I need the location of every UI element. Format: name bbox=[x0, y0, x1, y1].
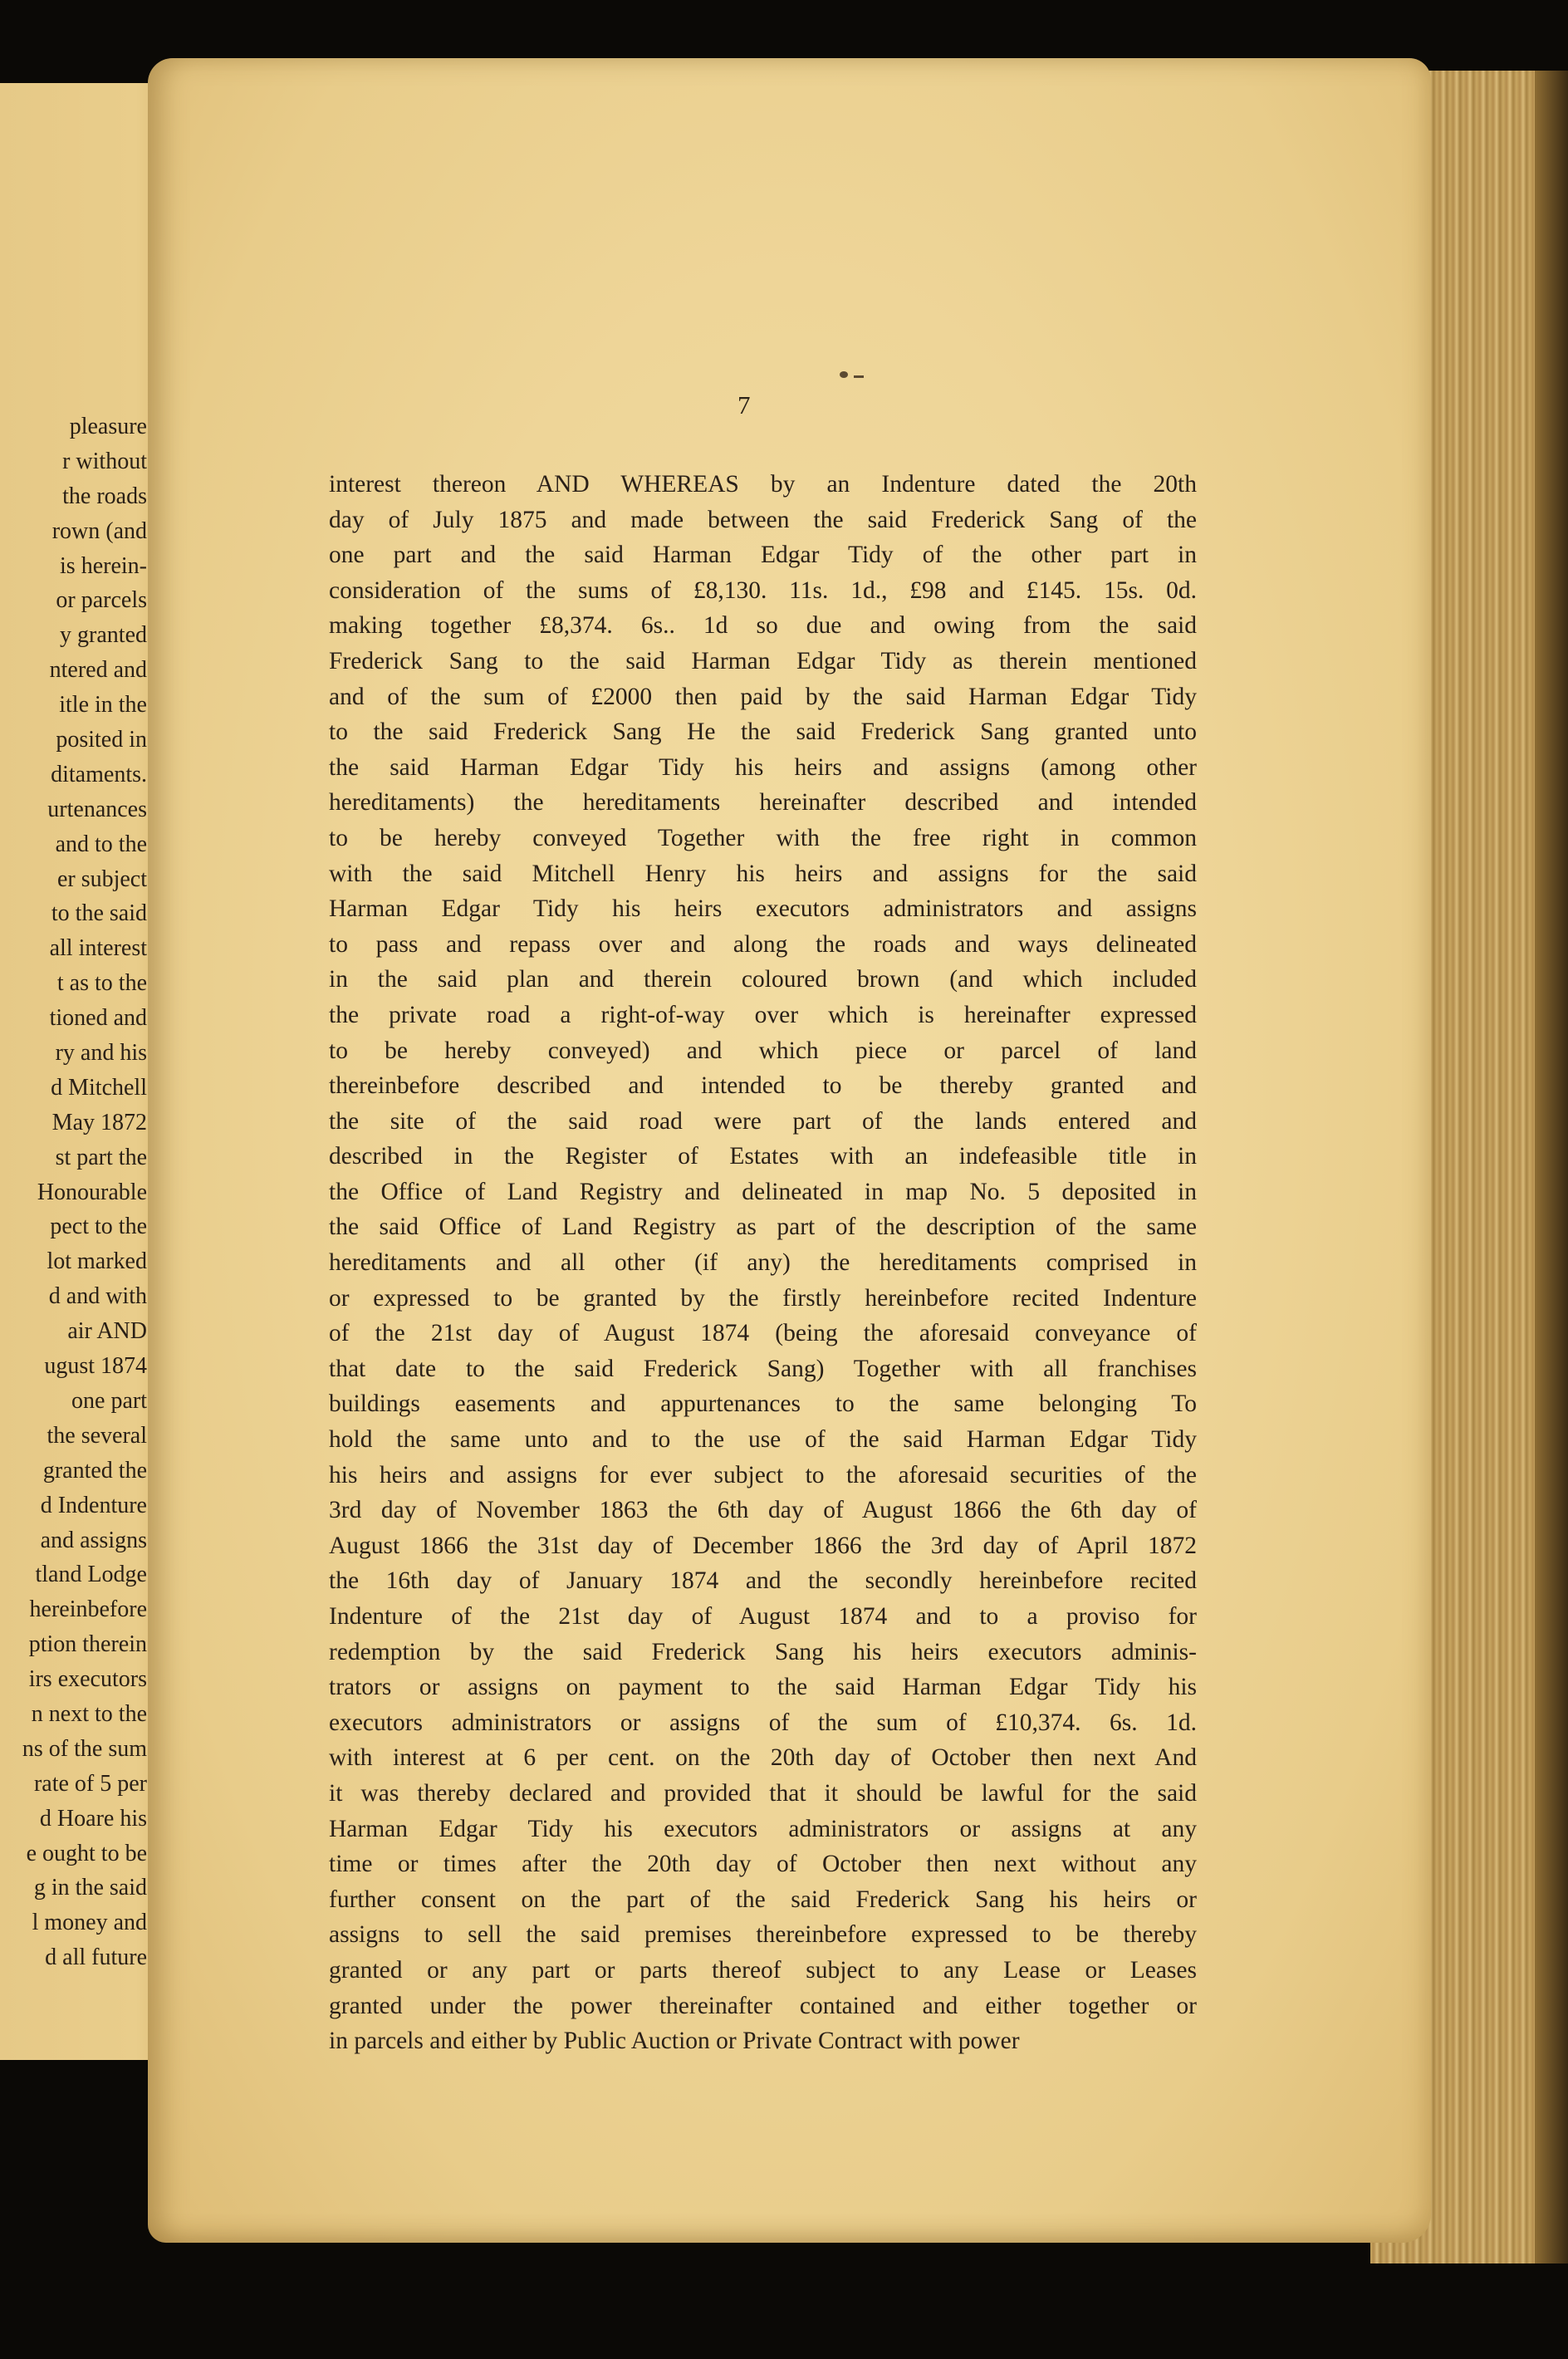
text-line: the said Harman Edgar Tidy his heirs and assigns (among other bbox=[329, 753, 1197, 781]
text-line: making together £8,374. 6s.. 1d so due and owing from the said bbox=[329, 612, 1197, 640]
text-line: day of July 1875 and made between the said Frederick Sang of the bbox=[329, 506, 1197, 533]
book-cover-edge bbox=[1535, 71, 1568, 2263]
text-line: consideration of the sums of £8,130. 11s. 1d., £98 and £145. 15s. 0d. bbox=[329, 576, 1197, 604]
left-text-line: e ought to be bbox=[26, 1840, 147, 1866]
left-text-line: ry and his bbox=[55, 1040, 147, 1067]
left-text-line: tioned and bbox=[49, 1005, 147, 1032]
text-line: hereditaments) the hereditaments hereinafter described and intended bbox=[329, 789, 1197, 817]
ink-mark bbox=[854, 375, 864, 378]
text-line: with interest at 6 per cent. on the 20th day of October then next And bbox=[329, 1744, 1197, 1772]
left-text-line: posited in bbox=[56, 727, 147, 753]
left-text-line: ption therein bbox=[28, 1631, 147, 1658]
text-line: hereditaments and all other (if any) the hereditaments comprised in bbox=[329, 1249, 1197, 1277]
page-number: 7 bbox=[737, 390, 751, 419]
left-text-line: l money and bbox=[32, 1910, 147, 1936]
left-text-line: and to the bbox=[55, 831, 147, 857]
text-line: described in the Register of Estates with an indefeasible title in bbox=[329, 1143, 1197, 1170]
text-line: Harman Edgar Tidy his heirs executors administrators and assigns bbox=[329, 895, 1197, 923]
text-line: and of the sum of £2000 then paid by the said Harman Edgar Tidy bbox=[329, 683, 1197, 710]
text-line: 3rd day of November 1863 the 6th day of August 1866 the 6th day of bbox=[329, 1497, 1197, 1524]
left-text-line: urtenances bbox=[47, 796, 147, 822]
left-text-line: the several bbox=[47, 1422, 147, 1449]
left-text-line: y granted bbox=[60, 622, 147, 649]
left-text-line: and assigns bbox=[40, 1527, 147, 1553]
left-text-line: r without bbox=[62, 448, 147, 474]
left-text-line: the roads bbox=[62, 483, 147, 509]
left-text-line: st part the bbox=[55, 1144, 147, 1170]
text-line: one part and the said Harman Edgar Tidy of the other part in bbox=[329, 542, 1197, 569]
left-text-line: g in the said bbox=[33, 1875, 147, 1901]
left-text-line: irs executors bbox=[28, 1666, 147, 1693]
text-line: Frederick Sang to the said Harman Edgar Tidy as therein mentioned bbox=[329, 647, 1197, 674]
text-line: executors administrators or assigns of the sum of £10,374. 6s. 1d. bbox=[329, 1709, 1197, 1736]
text-line: with the said Mitchell Henry his heirs and assigns for the said bbox=[329, 860, 1197, 887]
text-line: the site of the said road were part of the lands entered and bbox=[329, 1107, 1197, 1135]
text-line: trators or assigns on payment to the said Harman Edgar Tidy his bbox=[329, 1674, 1197, 1701]
text-line: Indenture of the 21st day of August 1874 and to a proviso for bbox=[329, 1603, 1197, 1630]
left-text-line: rate of 5 per bbox=[33, 1770, 147, 1797]
main-page bbox=[148, 58, 1431, 2243]
left-text-line: d all future bbox=[45, 1945, 147, 1971]
left-text-line: t as to the bbox=[56, 970, 147, 997]
left-text-line: d Indenture bbox=[40, 1492, 147, 1518]
text-line: of the 21st day of August 1874 (being the aforesaid conveyance of bbox=[329, 1320, 1197, 1347]
text-line: Harman Edgar Tidy his executors administrators or assigns at any bbox=[329, 1815, 1197, 1842]
left-text-line: d and with bbox=[48, 1283, 147, 1310]
text-line: thereinbefore described and intended to be thereby granted and bbox=[329, 1072, 1197, 1100]
left-text-line: rown (and bbox=[51, 517, 147, 544]
left-text-line: d Mitchell bbox=[51, 1074, 147, 1101]
text-line: to the said Frederick Sang He the said Frederick Sang granted unto bbox=[329, 718, 1197, 746]
left-text-line: ns of the sum bbox=[22, 1735, 147, 1762]
left-text-line: pect to the bbox=[50, 1214, 147, 1240]
left-text-line: is herein- bbox=[60, 552, 147, 579]
left-text-line: itle in the bbox=[59, 692, 147, 718]
text-line: in the said plan and therein coloured brown (and which included bbox=[329, 966, 1197, 993]
left-text-line: ditaments. bbox=[51, 761, 147, 787]
text-line: the 16th day of January 1874 and the secondly hereinbefore recited bbox=[329, 1567, 1197, 1595]
left-text-line: ugust 1874 bbox=[44, 1353, 147, 1380]
text-line: it was thereby declared and provided that it should be lawful for the said bbox=[329, 1779, 1197, 1807]
text-line: in parcels and either by Public Auction or Private Contract with power bbox=[329, 2028, 1020, 2055]
left-text-line: one part bbox=[71, 1387, 147, 1414]
text-line: or expressed to be granted by the firstly hereinbefore recited Indenture bbox=[329, 1284, 1197, 1312]
text-line: further consent on the part of the said Frederick Sang his heirs or bbox=[329, 1886, 1197, 1913]
left-text-line: n next to the bbox=[31, 1700, 147, 1727]
text-line: to pass and repass over and along the roads and ways delineated bbox=[329, 930, 1197, 958]
text-line: his heirs and assigns for ever subject to the aforesaid securities of the bbox=[329, 1461, 1197, 1488]
text-line: the Office of Land Registry and delineated in map No. 5 deposited in bbox=[329, 1178, 1197, 1205]
left-text-line: hereinbefore bbox=[29, 1596, 147, 1623]
text-line: time or times after the 20th day of October then next without any bbox=[329, 1851, 1197, 1878]
text-line: granted or any part or parts thereof subject to any Lease or Leases bbox=[329, 1956, 1197, 1984]
left-text-line: er subject bbox=[56, 866, 147, 892]
text-line: to be hereby conveyed) and which piece or parcel of land bbox=[329, 1037, 1197, 1064]
left-text-line: all interest bbox=[49, 935, 147, 962]
left-text-line: tland Lodge bbox=[35, 1562, 147, 1588]
left-page-text bbox=[0, 410, 147, 1975]
text-line: redemption by the said Frederick Sang his heirs executors adminis- bbox=[329, 1638, 1197, 1665]
text-line: the said Office of Land Registry as part of the description of the same bbox=[329, 1214, 1197, 1241]
text-line: assigns to sell the said premises thereinbefore expressed to be thereby bbox=[329, 1921, 1197, 1949]
text-line: granted under the power thereinafter contained and either together or bbox=[329, 1992, 1197, 2019]
text-line: August 1866 the 31st day of December 1866 the 3rd day of April 1872 bbox=[329, 1532, 1197, 1559]
text-line: hold the same unto and to the use of the said Harman Edgar Tidy bbox=[329, 1426, 1197, 1454]
text-line: to be hereby conveyed Together with the free right in common bbox=[329, 824, 1197, 851]
left-text-line: Honourable bbox=[37, 1179, 147, 1205]
left-text-line: pleasure bbox=[69, 414, 147, 439]
left-text-line: d Hoare his bbox=[39, 1805, 147, 1832]
body-text bbox=[329, 467, 1197, 2059]
text-line: interest thereon AND WHEREAS by an Indenture dated the 20th bbox=[329, 471, 1197, 498]
left-text-line: granted the bbox=[42, 1457, 147, 1484]
left-text-line: ntered and bbox=[49, 657, 147, 684]
text-line: buildings easements and appurtenances to the same belonging To bbox=[329, 1390, 1197, 1418]
left-text-line: air AND bbox=[67, 1318, 147, 1345]
left-text-line: to the said bbox=[51, 900, 147, 927]
left-text-line: or parcels bbox=[56, 587, 147, 614]
left-text-line: May 1872 bbox=[51, 1109, 147, 1135]
text-line: that date to the said Frederick Sang) Together with all franchises bbox=[329, 1355, 1197, 1382]
text-line: the private road a right-of-way over which is hereinafter expressed bbox=[329, 1001, 1197, 1028]
left-text-line: lot marked bbox=[47, 1248, 147, 1275]
ink-speck bbox=[840, 371, 848, 378]
